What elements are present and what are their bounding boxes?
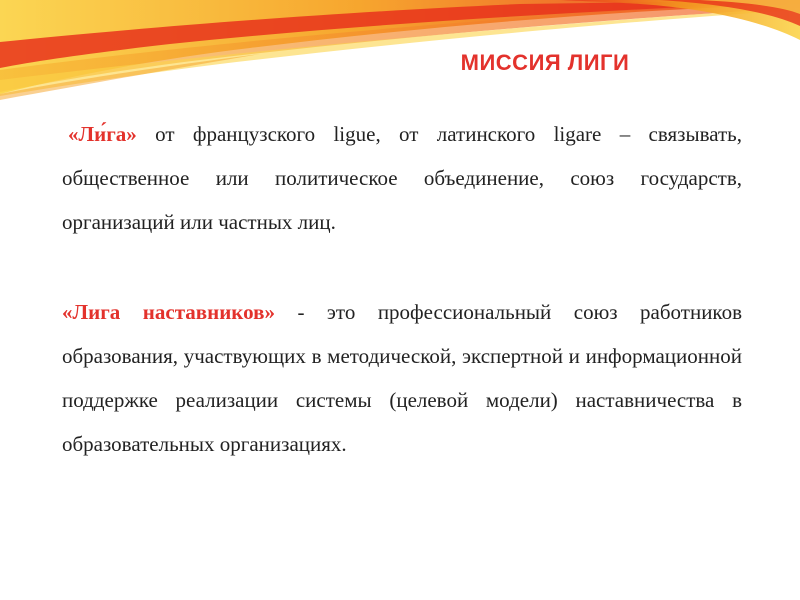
- term-liga: «Ли́га»: [68, 122, 137, 146]
- slide-title: МИССИЯ ЛИГИ: [460, 50, 630, 75]
- term-mentors-league: «Лига наставников»: [62, 300, 275, 324]
- description-text: - это профессиональный союз работников образования, участвующих в методической, экспертной и информационной поддержке реализации системы (целевой модели) наставничества в образовательных организациях.: [62, 300, 742, 456]
- paragraph-liga-definition: [62, 112, 742, 244]
- paragraph-mentors-league: [62, 290, 742, 466]
- definition-text: от французского ligue, от латинского ligare – связывать, общественное или политическое объединение, союз государств, организаций или частных лиц.: [62, 122, 742, 234]
